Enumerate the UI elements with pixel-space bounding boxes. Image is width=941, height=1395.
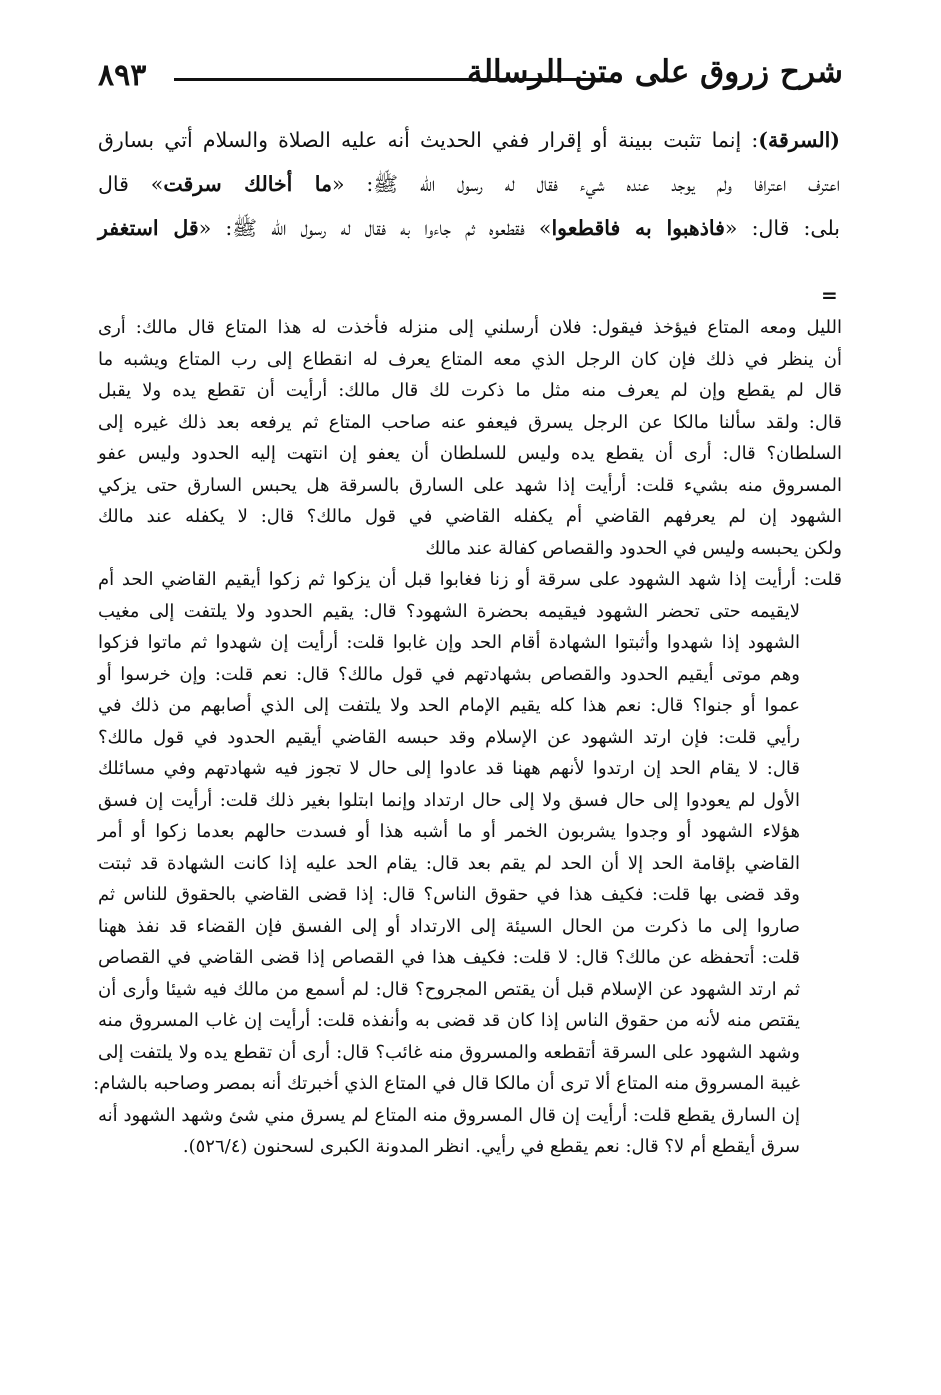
footnote-paragraph-1 (98, 312, 842, 564)
footnote-line: سرق أيقطع أم لا؟ قال: نعم يقطع في رأيي. انظر المدونة الكبرى لسحنون (٥٢٦/٤). (182, 1136, 800, 1157)
hadith-quote-2: فاذهبوا به فاقطعوا (551, 216, 725, 240)
footnote-line: ولكن يحبسه وليس في الحدود والقصاص كفالة عند مالك (425, 537, 842, 559)
main-line-2 (98, 162, 840, 206)
footnotes (93, 312, 842, 1163)
footnote-line: قلت: أتحفظه عن مالك؟ قال: لا قلت: فكيف هذا في القصاص إذا قضى القاضي في القصاص (98, 947, 800, 968)
footnote-line: الأول لم يعودوا إلى حال فسق ولا إلى حال ارتداد وإنما ابتلوا بغير ذلك قلت: أرأيت إن فسق (98, 789, 800, 811)
main-line-1-text: : إنما تثبت ببينة أو إقرار ففي الحديث أنه عليه الصلاة والسلام أتي بسارق (98, 128, 759, 152)
main-line-2-text: اعترف اعترافا ولم يوجد عنده شيء فقال له رسول الله ﷺ: « (331, 172, 840, 196)
footnote-line: وهم موتى أيقيم الحدود والقصاص بشهادتهم في قول مالك؟ قال: نعم قلت: وإن خرسوا أو (98, 663, 800, 685)
footnote-line: قال: لا يقام الحد إن ارتدوا لأنهم ههنا قد عادوا إلى حال لا تجوز فيه شهادتهم وفي مسائلك (98, 758, 800, 779)
footnote-line: هؤلاء الشهود أو وجدوا يشربون الخمر أو ما أشبه هذا أو فسدت حالهم بعدما زكوا أو أمر (98, 821, 800, 842)
chapter-term: (السرقة) (758, 128, 840, 152)
hadith-quote-1: ما أخالك سرقت (163, 172, 332, 196)
footnote-line: المسروق منه بشيء قلت: أرأيت إذا شهد على السارق بالسرقة هل يحبس السارق حتى يزكي (98, 474, 842, 496)
footnote-line: وشهد الشهود على السرقة أتقطعه والمسروق منه غائب؟ قال: أرى أن تقطع يده ولا يلتفت إلى (98, 1041, 800, 1063)
footnote-paragraph-2 (93, 564, 842, 1163)
footnote-separator: = (821, 283, 838, 307)
main-line-3-mid: » فقطعوه ثم جاءوا به فقال له رسول الله ﷺ: « (198, 216, 552, 240)
footnote-line: إن السارق يقطع قلت: أرأيت إن قال المسروق منه المتاع لم يسرق مني شئ وشهد الشهود أنه (98, 1104, 800, 1126)
footnote-line: يقتص منه لأنه من حقوق الناس إذا كان قد قضى به وأنفذه قلت: أرأيت إن غاب المسروق منه (98, 1010, 800, 1031)
book-title: شرح زروق على متن الرسالة (466, 54, 843, 90)
footnote-line: القاضي بإقامة الحد إلا أن الحد لم يقم بعد قال: يقام الحد عليه إذا كانت الشهادة قد ثبتت (98, 852, 800, 874)
footnote-line: عموا أو جنوا؟ قال: نعم هذا كله يقيم الإمام الحد ولا يلتفت إلى الذي أصابهم من ذلك في (98, 695, 800, 716)
footnote-line: السلطان؟ قال: أرى أن يقطع يده وليس للسلطان أن يعفو إن انتهت إليه الحدود وليس عفو (98, 443, 842, 464)
footnote-line: ثم ارتد الشهود عن الإسلام قبل أن يقتص المجروح؟ قال: لم أسمع من مالك فيه شيئا وأرى أن (98, 978, 800, 1000)
running-head (98, 52, 843, 102)
footnote-line: أن ينظر في ذلك فإن كان الرجل الذي معه المتاع يعرف له انقطاع إلى رب المتاع ويشبه ما (98, 348, 842, 370)
main-line-2-end: » قال (98, 172, 164, 196)
footnote-line: غيبة المسروق منه المتاع ألا ترى أن مالكا قال في المتاع الذي أخبرتك أنه بمصر وصاحبه بالشام: (93, 1073, 800, 1094)
main-line-3 (98, 206, 840, 250)
footnote-line: الليل ومعه المتاع فيؤخذ فيقول: فلان أرسلني إلى منزله فأخذت له هذا المتاع قال مالك: أرى (98, 317, 842, 338)
footnote-line: صاروا إلى ما ذكرت من الحال السيئة إلى الارتداد أو إلى الفسق فإن القضاء قد نفذ ههنا (98, 915, 800, 937)
hadith-quote-3: قل استغفر (98, 216, 199, 240)
footnote-line: لايقيمه حتى تحضر الشهود فيقيمه بحضرة الشهود؟ قال: يقيم الحدود ولا يلتفت إلى مغيب (98, 600, 800, 622)
main-line-3-start: بلى: قال: « (724, 216, 841, 240)
footnote-line: رأيي قلت: فإن ارتد الشهود عن الإسلام وقد حبسه القاضي أيقيم الحدود في قول مالك؟ (98, 726, 800, 748)
footnote-line: وقد قضى بها قلت: فكيف هذا في حقوق الناس؟ قال: إذا قضى القاضي بالحقوق للناس ثم (98, 884, 800, 905)
footnote-line: الشهود إن لم يعرفهم القاضي أم يكفله القاضي في قول مالك؟ قال: لا يكفله عند مالك (98, 506, 842, 527)
main-text (98, 118, 840, 250)
footnote-line: قال لم يقطع وإن لم يعرف منه مثل ما ذكرت لك قال مالك: أرأيت أن تقطع يده ولا يقبل (98, 380, 842, 401)
page-number: ٨٩٣ (98, 58, 147, 93)
footnote-line: قلت: أرأيت إذا شهد الشهود على سرقة أو زنا فغابوا قبل أن يزكوا ثم زكوا أيقيم القاضي الحد أم (98, 569, 842, 590)
main-line-1 (98, 118, 840, 162)
footnote-line: قال: ولقد سألنا مالكا عن الرجل يسرق فيعفو عنه صاحب المتاع ثم يرفعه بعد ذلك غيره إلى (98, 411, 842, 433)
footnote-line: الشهود إذا شهدوا وأثبتوا الشهادة أقام الحد وإن غابوا قلت: أرأيت إن شهدوا ثم ماتوا فزكوا (98, 632, 801, 653)
